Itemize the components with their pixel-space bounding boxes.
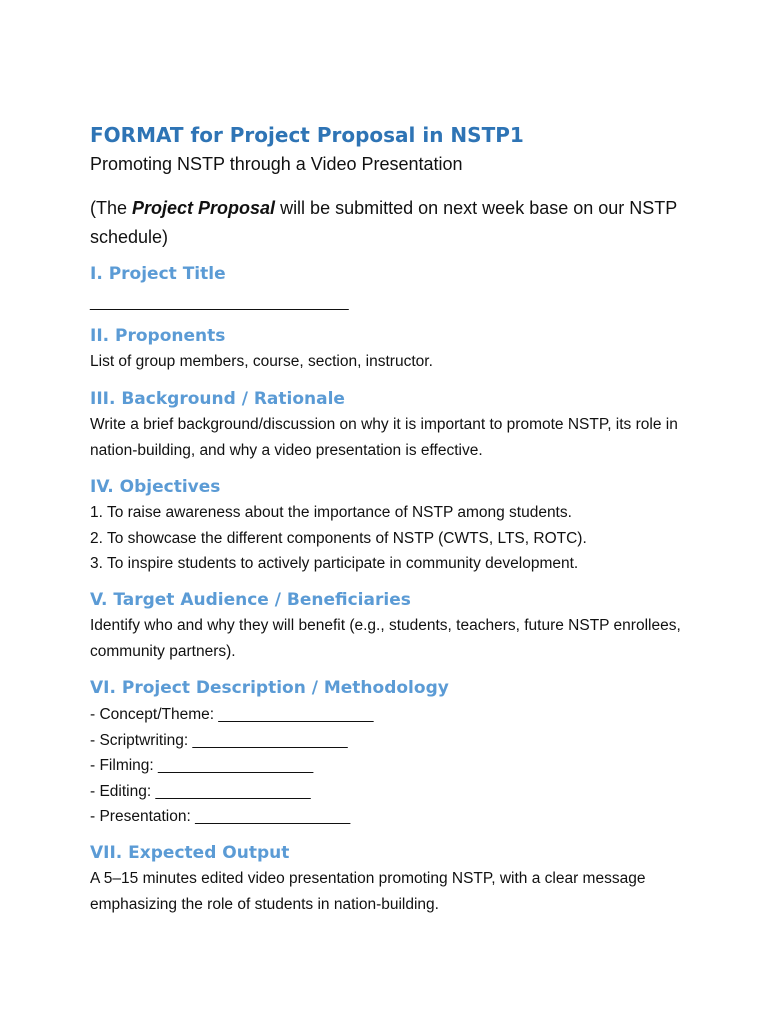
- note-emphasis: Project Proposal: [132, 198, 276, 218]
- expected-output-text: A 5–15 minutes edited video presentation promoting NSTP, with a clear message emphasizing the role of students in nation-building.: [90, 870, 646, 913]
- methodology-item: - Scriptwriting: __________________: [90, 731, 348, 749]
- section-heading-project-title: I. Project Title: [90, 264, 226, 284]
- objective-item: 1. To raise awareness about the importance of NSTP among students.: [90, 504, 572, 521]
- section-heading-objectives: IV. Objectives: [90, 477, 221, 497]
- methodology-item: - Editing: __________________: [90, 782, 311, 800]
- objectives-list: [90, 500, 690, 577]
- methodology-list: [90, 702, 690, 830]
- objective-item: 2. To showcase the different components of NSTP (CWTS, LTS, ROTC).: [90, 529, 587, 547]
- section-heading-proponents: II. Proponents: [90, 326, 226, 346]
- background-text: Write a brief background/discussion on why it is important to promote NSTP, its role in nation-building, and why a video presentation is effective.: [90, 416, 678, 459]
- section-heading-background: III. Background / Rationale: [90, 389, 345, 409]
- section-heading-expected-output: VII. Expected Output: [90, 843, 290, 863]
- section-heading-project-description: VI. Project Description / Methodology: [90, 678, 449, 698]
- methodology-item: - Presentation: __________________: [90, 808, 351, 825]
- document-subtitle: Promoting NSTP through a Video Presentation: [90, 154, 463, 174]
- section-heading-target-audience: V. Target Audience / Beneficiaries: [90, 590, 411, 610]
- methodology-item: - Concept/Theme: __________________: [90, 706, 374, 723]
- submission-note: [90, 194, 690, 252]
- objective-item: 3. To inspire students to actively participate in community development.: [90, 555, 579, 572]
- note-after: will be submitted on next week base on our NSTP schedule): [90, 198, 677, 247]
- proponents-text: List of group members, course, section, instructor.: [90, 353, 433, 370]
- project-title-blank: ______________________________: [90, 294, 349, 311]
- note-before: (The: [90, 198, 133, 218]
- document-title: FORMAT for Project Proposal in NSTP1: [90, 123, 524, 147]
- target-audience-text: Identify who and why they will benefit (e.g., students, teachers, future NSTP enrollees, community partners).: [90, 617, 681, 660]
- methodology-item: - Filming: __________________: [90, 757, 314, 774]
